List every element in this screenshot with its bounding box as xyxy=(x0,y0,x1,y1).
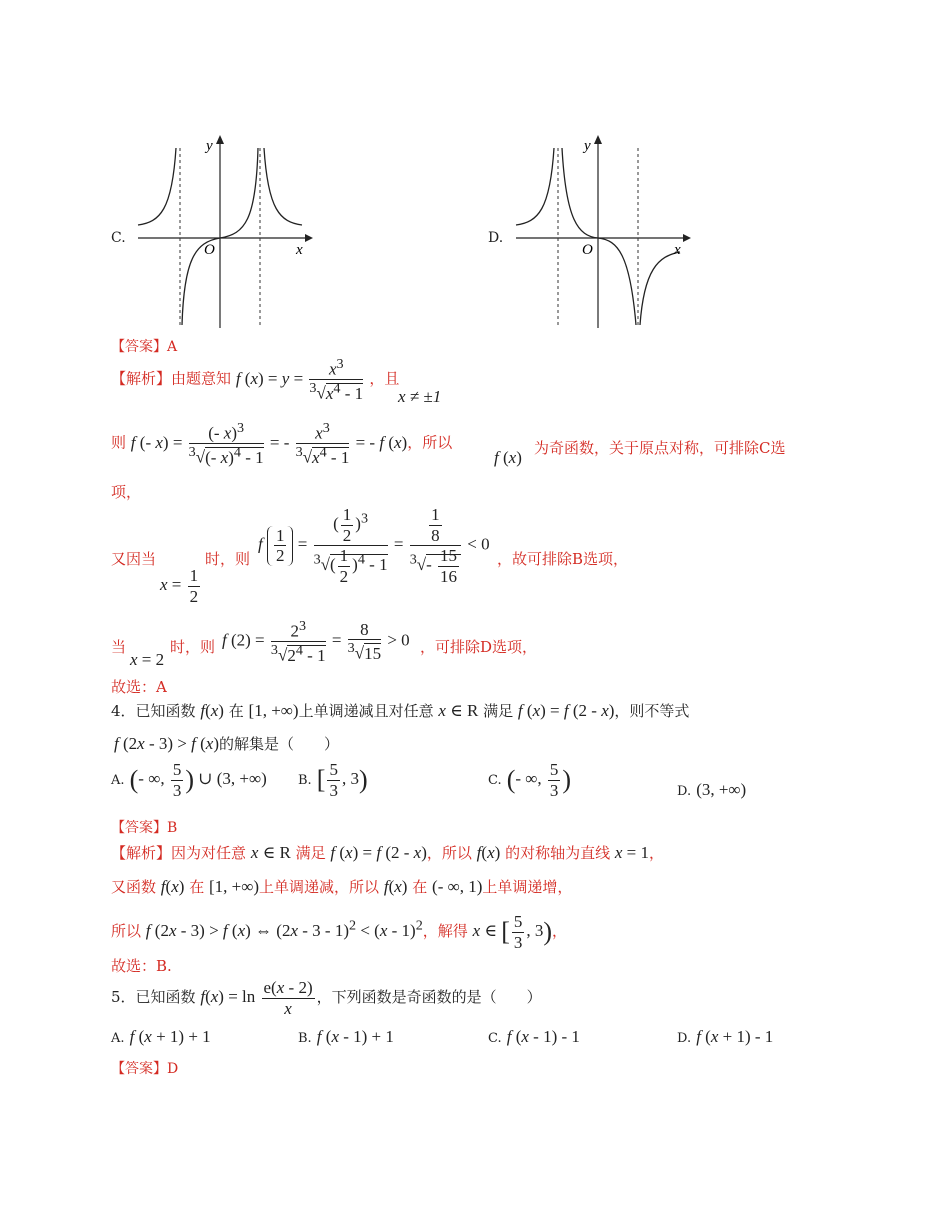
formula: x ∈ R xyxy=(438,701,479,720)
text: 在 xyxy=(412,878,428,896)
formula: f(x) = ln $\frac{e(x - 2)}{x}$ xyxy=(200,978,313,1018)
q4-stem-line2 xyxy=(114,733,339,754)
formula: (- ∞, $\frac{5}{3}$ ) xyxy=(506,760,572,800)
formula-x-two: x = 2 xyxy=(130,650,165,669)
q4-conclusion: 故选：B. xyxy=(111,957,172,975)
text: ，可排除D选项， xyxy=(420,638,538,656)
formula: x = 1 xyxy=(614,843,649,862)
text: 5．已知函数 xyxy=(111,987,196,1006)
text: 又因当 xyxy=(111,550,157,568)
formula: x ∈ [ $\frac{5}{3}$ , 3) xyxy=(472,912,553,952)
text: ，所以 xyxy=(426,844,472,862)
q3-analysis-line2 xyxy=(111,420,452,467)
y-axis-label: y xyxy=(206,138,213,154)
q4-option-d[interactable] xyxy=(677,780,746,800)
text: 为奇函数，关于原点对称，可排除C选 xyxy=(534,439,786,457)
q5-option-c[interactable] xyxy=(488,1027,580,1047)
text: ， xyxy=(552,921,568,940)
q4-stem-line1 xyxy=(111,700,689,721)
formula: (- ∞, 1) xyxy=(432,877,483,896)
text: 在 xyxy=(189,878,205,896)
q3-analysis-line4 xyxy=(111,636,126,657)
q3-analysis-line1 xyxy=(111,356,399,403)
text: ，故可排除B选项， xyxy=(497,550,629,568)
text: B. xyxy=(298,772,312,788)
x-axis-label: x xyxy=(296,242,303,258)
formula-f-neg-x: f (- x) = $\frac{(- x)^3}{^3√(- x)^4 - 1}$ = - $\frac{x^3}{^3√x^4 - 1}$ = - f (x) xyxy=(130,420,408,467)
y-axis-label: y xyxy=(584,138,591,154)
text: 则 xyxy=(111,433,127,452)
q4-option-a[interactable] xyxy=(111,760,267,800)
text: 上单调递减且对任意 xyxy=(298,702,434,720)
formula: (3, +∞) xyxy=(696,780,747,799)
formula: f(x) xyxy=(383,877,408,896)
text: ，所以 xyxy=(407,433,453,452)
y-axis-arrow-icon xyxy=(216,135,224,144)
graph-d xyxy=(508,130,693,330)
text: C. xyxy=(488,772,502,788)
option-c-label: C. xyxy=(111,230,126,246)
origin-label: O xyxy=(582,242,593,258)
formula-f-half: f $\frac{1}{2}$ = ( $\frac{1}{2}$ )$^3$ $^3$√( $\frac{1}{2}$ )$^4$ - 1 = $\frac{1}{8}$ $^3$√- $\frac{15}{16}$ < 0 xyxy=(258,505,490,586)
text: 4．已知函数 xyxy=(111,702,196,720)
text: 满足 xyxy=(295,844,326,862)
formula: f (2x - 3) > f (x) ⇔ (2x - 3 - 1)$^2$ < (x - 1)$^2$ xyxy=(145,917,423,940)
formula-f-two: f (2) = $\frac{2^3}{^3√2^4 - 1}$ = $\frac{8}{^3√15}$ > 0 xyxy=(222,618,410,665)
text: 在 xyxy=(228,702,244,720)
x-axis-arrow-icon xyxy=(305,234,313,242)
q5-option-d[interactable] xyxy=(677,1027,773,1047)
formula: (- ∞, $\frac{5}{3}$ ) ∪ (3, +∞) xyxy=(129,760,267,800)
text: 因为对任意 xyxy=(171,844,247,862)
text: ，解得 xyxy=(422,921,468,940)
curve-middle-branch xyxy=(562,148,636,325)
text: 上单调递减，所以 xyxy=(259,878,380,896)
q3-conclusion: 故选：A xyxy=(111,678,167,696)
text: ，下列函数是奇函数的是（ ） xyxy=(316,987,542,1006)
origin-label: O xyxy=(204,242,215,258)
q5-answer: 【答案】D xyxy=(111,1061,179,1077)
q4-answer: 【答案】B xyxy=(111,820,178,836)
text: ，则不等式 xyxy=(614,702,690,720)
formula: f (x) = f (2 - x) xyxy=(517,701,615,720)
formula: f(x) xyxy=(200,701,224,720)
formula-fx: f (x) xyxy=(494,448,522,467)
x-axis-arrow-icon xyxy=(683,234,691,242)
q3-answer: 【答案】A xyxy=(111,339,178,355)
y-axis-arrow-icon xyxy=(594,135,602,144)
q4-analysis-line2 xyxy=(111,876,572,897)
text: 又函数 xyxy=(111,878,157,896)
text: A. xyxy=(111,1031,125,1046)
curve-left-branch xyxy=(516,148,554,225)
text: 当 xyxy=(111,638,127,656)
formula: f (x + 1) + 1 xyxy=(129,1027,211,1046)
formula-fx-def: f (x) = y = $\frac{x^3}{^3√x^4 - 1}$ xyxy=(235,356,364,403)
formula: f(x) xyxy=(160,877,185,896)
text: A. xyxy=(111,772,125,788)
text: 时，则 xyxy=(170,638,216,656)
option-d-label: D. xyxy=(488,230,504,246)
text: ， xyxy=(649,844,665,862)
formula: [ $\frac{5}{3}$ , 3) xyxy=(316,760,368,800)
q5-option-b[interactable] xyxy=(298,1027,394,1047)
graph-c xyxy=(130,130,315,330)
text: B. xyxy=(298,1031,312,1046)
text: 上单调递增， xyxy=(482,878,573,896)
text: 满足 xyxy=(483,702,514,720)
text: C. xyxy=(488,1031,502,1046)
analysis-label: 【解析】 xyxy=(111,369,172,388)
formula: f(x) xyxy=(476,843,501,862)
formula: f (x - 1) - 1 xyxy=(506,1027,580,1046)
text: D. xyxy=(677,1031,692,1046)
formula: f (2x - 3) > f (x) xyxy=(114,734,219,753)
formula: f (x + 1) - 1 xyxy=(696,1027,774,1046)
analysis-label: 【解析】 xyxy=(111,844,172,862)
formula: x ∈ R xyxy=(250,843,291,862)
curve-right-branch xyxy=(640,252,680,325)
q4-analysis-line1 xyxy=(111,842,664,863)
formula: f (x - 1) + 1 xyxy=(316,1027,394,1046)
text: 项， xyxy=(111,483,142,501)
q4-option-c[interactable] xyxy=(488,760,571,800)
curve-left-branch xyxy=(138,148,176,225)
curve-right-branch xyxy=(264,148,302,225)
text: D. xyxy=(677,784,692,799)
text: 的解集是（ ） xyxy=(219,735,340,753)
formula: [1, +∞) xyxy=(209,877,260,896)
text: 所以 xyxy=(111,921,142,940)
formula-condition: x ≠ ±1 xyxy=(398,387,442,406)
text: 时，则 xyxy=(205,550,251,568)
q3-analysis-line3 xyxy=(111,548,156,569)
q4-option-b[interactable] xyxy=(298,760,368,800)
q4-analysis-line3 xyxy=(111,912,567,952)
q5-stem xyxy=(111,978,542,1018)
text: 由题意知 xyxy=(171,369,232,388)
formula: [1, +∞) xyxy=(248,701,299,720)
formula: f (x) = f (2 - x) xyxy=(330,843,427,862)
q5-option-a[interactable] xyxy=(111,1027,211,1047)
text: 的对称轴为直线 xyxy=(505,844,611,862)
text: ，且 xyxy=(369,369,400,388)
formula-x-half: x = $\frac{1}{2}$ xyxy=(160,566,199,606)
x-axis-label: x xyxy=(674,242,681,258)
